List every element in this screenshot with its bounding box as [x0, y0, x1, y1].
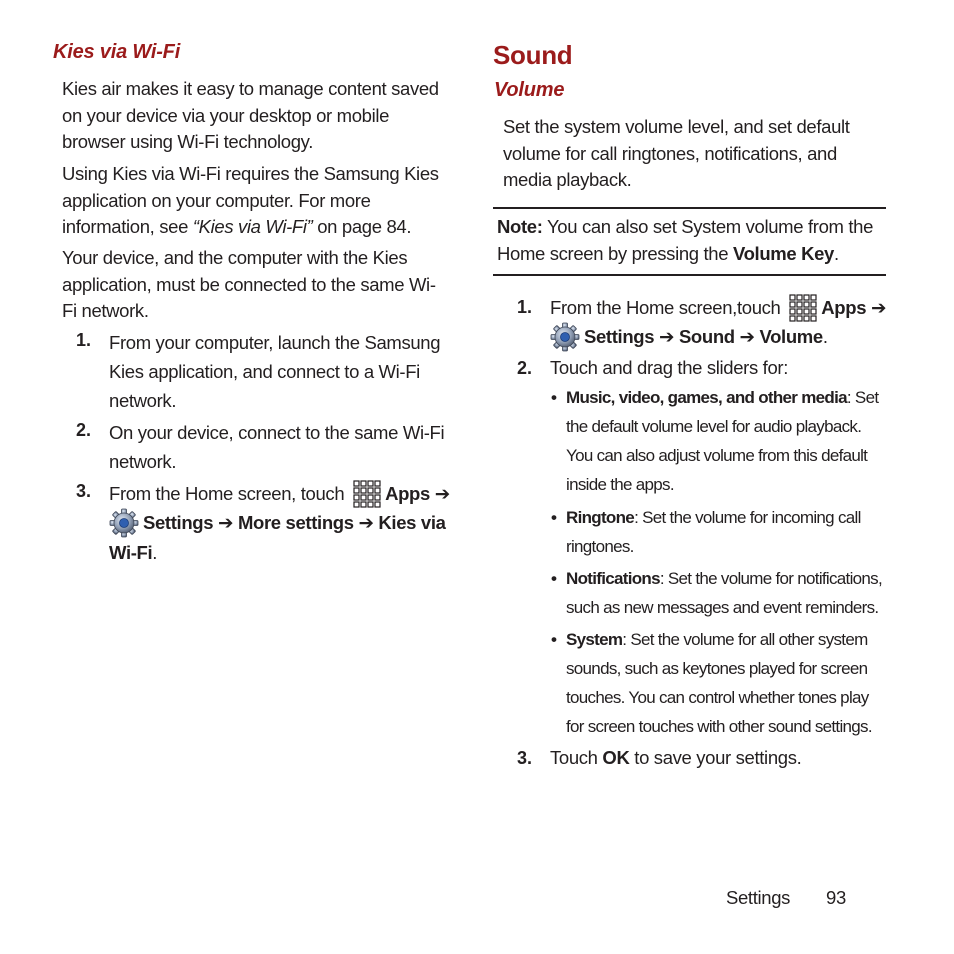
settings-gear-icon [109, 508, 139, 538]
arrow-icon: ➔ [217, 512, 234, 533]
step-instruction: From the Home screen, touch [109, 483, 345, 504]
footer-section-name: Settings [726, 887, 791, 908]
step-text: From your computer, launch the Samsung Kies application, and connect to a Wi-Fi network. [109, 332, 441, 411]
step-instruction: Touch [550, 747, 603, 768]
apps-grid-icon [789, 294, 817, 322]
step-number: 3. [76, 481, 92, 501]
apps-label: Apps [385, 483, 430, 504]
step-end-period: . [822, 326, 828, 347]
bullet-marker: • [551, 630, 557, 649]
bullet-label: Ringtone [566, 508, 635, 527]
more-settings-label: More settings [237, 512, 354, 533]
bullet-label: Notifications [566, 569, 660, 588]
kies-requirements-paragraph [62, 161, 442, 241]
bullet-item-ringtone [566, 503, 888, 561]
bullet-label: Music, video, games, and other media [566, 388, 847, 407]
settings-gear-icon [550, 322, 580, 352]
note-block [497, 214, 882, 267]
note-label: Note: [497, 216, 543, 237]
step-text [109, 479, 454, 567]
ok-label: OK [602, 747, 630, 768]
step-number: 2. [517, 358, 533, 378]
settings-label: Settings [143, 512, 214, 533]
kies-via-wifi-label: Kies via Wi-Fi [109, 512, 446, 563]
arrow-icon: ➔ [870, 297, 887, 318]
step-number: 1. [517, 297, 533, 317]
arrow-icon: ➔ [434, 483, 450, 504]
footer-page-number: 93 [826, 887, 846, 908]
page-title-sound: Sound [493, 40, 573, 70]
bullet-item-notifications [566, 564, 888, 622]
section-heading-kies: Kies via Wi-Fi [53, 41, 181, 63]
step-instruction-end: to save your settings. [629, 747, 802, 768]
settings-label: Settings [584, 326, 655, 347]
step-number: 3. [517, 748, 533, 768]
apps-grid-icon [353, 480, 381, 508]
bullet-marker: • [551, 508, 557, 527]
arrow-icon: ➔ [739, 326, 755, 347]
bullet-text: : Set the default volume level for audio playback. You can also adjust volume from this default inside the apps. [566, 388, 879, 494]
section-heading-volume: Volume [494, 79, 565, 101]
volume-intro-paragraph: Set the system volume level, and set default volume for call ringtones, notifications, and media playback. [503, 116, 850, 190]
arrow-icon: ➔ [358, 512, 374, 533]
step-text: On your device, connect to the same Wi-Fi network. [109, 422, 445, 472]
kies-intro-paragraph: Kies air makes it easy to manage content saved on your device via your desktop or mobile browser using Wi-Fi technology. [62, 78, 439, 152]
note-end: . [834, 242, 839, 264]
bullet-marker: • [551, 388, 557, 407]
bullet-item-system [566, 625, 888, 741]
bullet-marker: • [551, 569, 557, 588]
step-text [550, 293, 890, 352]
cross-reference-link[interactable]: “Kies via Wi-Fi” [192, 216, 313, 237]
page-reference-text: on page 84. [312, 216, 412, 237]
step-text: Touch and drag the sliders for: [550, 357, 789, 378]
step-number: 1. [76, 330, 92, 350]
kies-connection-paragraph: Your device, and the computer with the Kies application, must be connected to the same Wi-Fi network. [62, 247, 436, 321]
bullet-text: : Set the volume for notifications, such as new messages and event reminders. [566, 569, 882, 617]
step-instruction: From the Home screen,touch [550, 297, 781, 318]
step-number: 2. [76, 420, 92, 440]
step-end-period: . [152, 542, 158, 563]
note-bottom-divider [493, 274, 886, 276]
note-text: You can also set System volume from the Home screen by pressing the [497, 216, 874, 264]
volume-label: Volume [759, 326, 823, 347]
apps-label: Apps [821, 297, 867, 318]
requirements-text: Using Kies via Wi-Fi requires the Samsung Kies application on your computer. For more information, see [62, 163, 439, 237]
note-top-divider [493, 207, 886, 209]
arrow-icon: ➔ [658, 326, 675, 347]
sound-label: Sound [678, 326, 735, 347]
bullet-text: : Set the volume for incoming call ringtones. [566, 508, 861, 556]
bullet-label: System [566, 630, 623, 649]
volume-key-label: Volume Key [732, 242, 834, 264]
step-text [550, 745, 880, 772]
bullet-item-media [566, 383, 888, 499]
bullet-text: : Set the volume for all other system sounds, such as keytones played for screen touches. You can control whether tones play for screen touches with other sound settings. [566, 630, 872, 736]
